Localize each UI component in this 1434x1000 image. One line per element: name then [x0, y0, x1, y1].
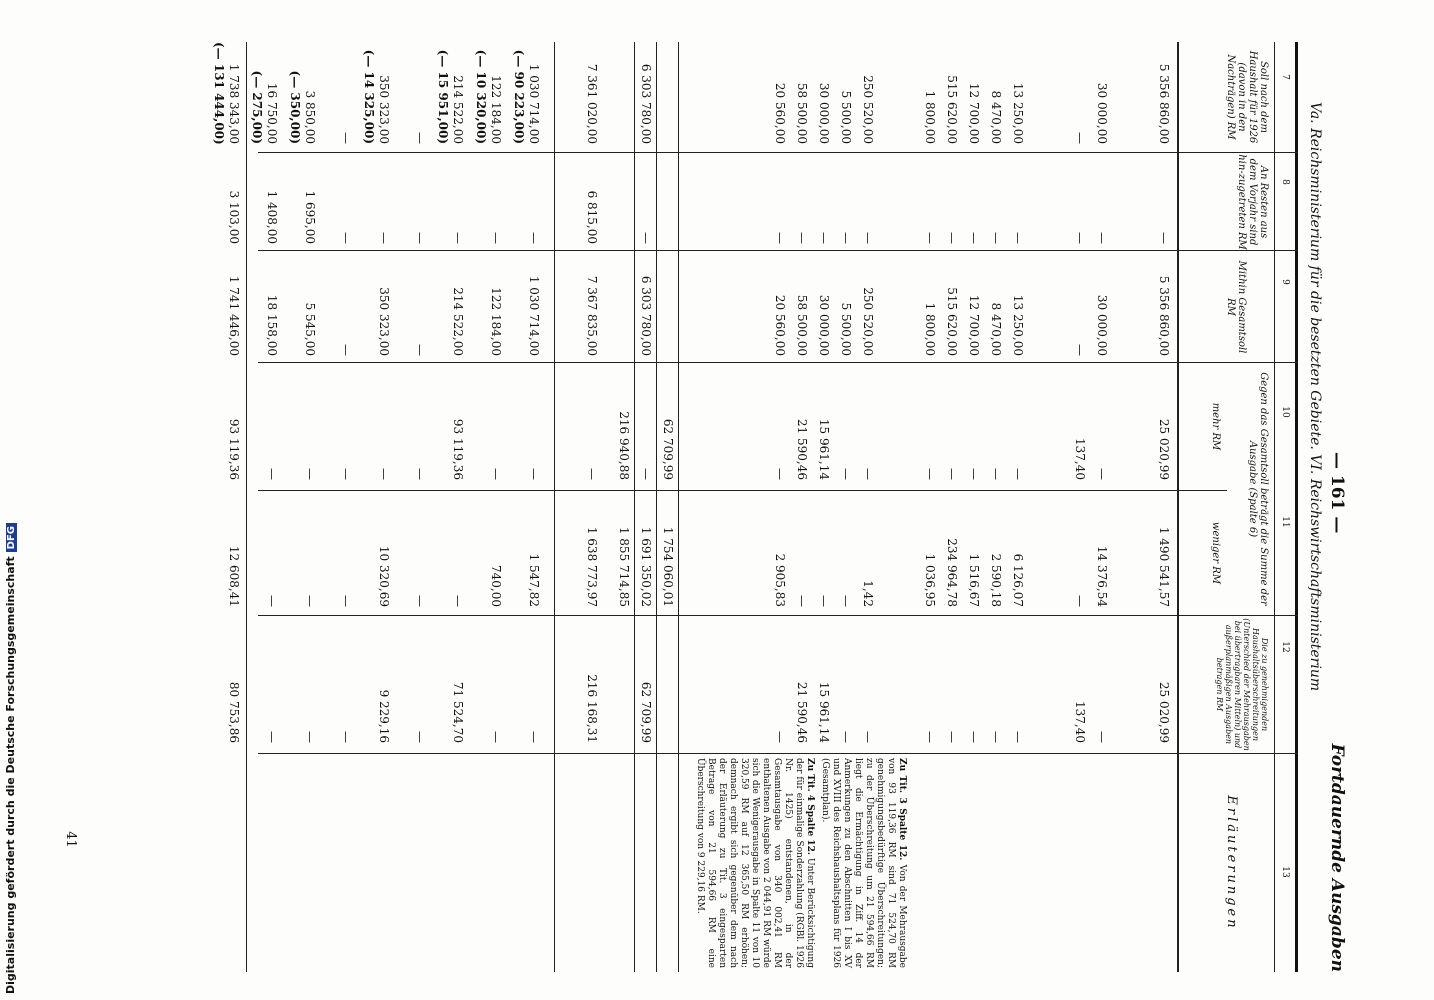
cell-c7-nachtrag: (— 14 325,00)	[362, 49, 376, 144]
cell-c10: —	[945, 468, 959, 480]
table-row	[962, 42, 981, 972]
cell-c8: —	[639, 232, 653, 244]
cell-c11: 1 754 060,01	[661, 526, 675, 607]
cell-c9: 13 250,00	[1011, 294, 1025, 356]
cell-c9: 122 184,00	[489, 287, 503, 356]
cell-c10: 137,40	[1073, 438, 1087, 480]
cell-c11: —	[265, 595, 279, 607]
cell-c7-nachtrag: (— 10 320,00)	[474, 49, 488, 144]
header-weniger: weniger RM	[1210, 521, 1221, 585]
cell-c7: 515 620,00	[945, 75, 959, 144]
cell-c9: 515 620,00	[945, 287, 959, 356]
cell-c11: 1 691 350,02	[639, 526, 653, 607]
table-row	[362, 42, 391, 972]
cell-c8: —	[773, 232, 787, 244]
cell-c12: —	[527, 731, 541, 743]
cell-c7: —	[413, 132, 427, 144]
cell-c8: —	[451, 232, 465, 244]
total-row	[580, 42, 599, 972]
table-row	[288, 42, 317, 972]
rule	[246, 42, 247, 972]
cell-c9: 20 560,00	[773, 294, 787, 356]
cell-c10: 15 961,14	[817, 418, 831, 480]
colnum-9: 9	[1280, 279, 1290, 285]
cell-c12: —	[967, 731, 981, 743]
cell-c7: 1 738 343,00	[227, 63, 241, 144]
cell-c10: —	[265, 468, 279, 480]
header-erlaeuterungen: Erläuterungen	[1224, 795, 1239, 931]
cell-c10: —	[639, 468, 653, 480]
cell-c11: —	[817, 595, 831, 607]
cell-c12: —	[339, 731, 353, 743]
table-row	[334, 42, 353, 972]
cell-c9: 1 030 714,00	[527, 275, 541, 356]
cell-c11: 2 905,83	[773, 553, 787, 607]
cell-c9: —	[339, 344, 353, 356]
page-number-bottom: 41	[62, 831, 78, 848]
table-row	[250, 42, 279, 972]
cell-c11: 2 590,18	[989, 553, 1003, 607]
cell-c7: 1 030 714,00	[527, 63, 541, 144]
table-row	[1006, 42, 1025, 972]
colnum-13: 13	[1280, 866, 1290, 878]
explanations	[690, 758, 907, 968]
cell-c12: —	[489, 731, 503, 743]
table-row	[512, 42, 541, 972]
cell-c9: 7 367 835,00	[585, 275, 599, 356]
section-title: Fortdauernde Ausgaben	[1327, 743, 1347, 972]
page-number-top: — 161 —	[1327, 452, 1347, 534]
header-rule	[1177, 42, 1179, 972]
cell-c9: 30 000,00	[817, 294, 831, 356]
cell-c12: —	[989, 731, 1003, 743]
cell-c8: —	[527, 232, 541, 244]
cell-c11: —	[839, 595, 853, 607]
cell-c9: 18 158,00	[265, 294, 279, 356]
cell-c10: —	[1011, 468, 1025, 480]
header-mehr: mehr RM	[1210, 402, 1221, 451]
table-row	[474, 42, 503, 972]
table-row	[408, 42, 427, 972]
cell-c7: 1 800,00	[923, 90, 937, 144]
cell-c9: 214 522,00	[451, 287, 465, 356]
cell-c9: 30 000,00	[1095, 294, 1109, 356]
cell-c7-nachtrag: (— 131 444,00)	[212, 42, 226, 145]
cell-c7-nachtrag: (— 90 223,00)	[512, 49, 526, 144]
cell-c8: —	[413, 232, 427, 244]
cell-c8: —	[967, 232, 981, 244]
cell-c10: 93 119,36	[451, 418, 465, 480]
header-haushaltsueberschreitungen: Die zu genehmigenden Haushaltsüberschreitungen (Unterschied der Mehrausgaben bei übertragbaren Mitteln) und außerplanmäßigen Ausgaben betragen RM	[1215, 618, 1269, 751]
cell-c10: 21 590,46	[795, 418, 809, 480]
table-row	[940, 42, 959, 972]
cell-c10: —	[303, 468, 317, 480]
table-row	[918, 42, 937, 972]
cell-c9: 8 470,00	[989, 302, 1003, 356]
cell-c7: 16 750,00	[265, 82, 279, 144]
table-row	[1090, 42, 1109, 972]
cell-c12: —	[839, 731, 853, 743]
cell-c11: 1 490 541,57	[1157, 526, 1171, 607]
cell-c10: —	[413, 468, 427, 480]
cell-c9: —	[413, 344, 427, 356]
header-soll: Soll nach dem Haushalt für 1926 (davon in den Nachträgen) RM	[1225, 50, 1269, 144]
cell-c12: 25 020,99	[1157, 681, 1171, 743]
total-row	[212, 42, 241, 972]
cell-c8: —	[817, 232, 831, 244]
cell-c8: —	[489, 232, 503, 244]
table-row	[436, 42, 465, 972]
cell-c12: —	[413, 731, 427, 743]
cell-c8: —	[795, 232, 809, 244]
cell-c9: 12 700,00	[967, 294, 981, 356]
cell-c8: —	[339, 232, 353, 244]
cell-c11: —	[795, 595, 809, 607]
cell-c12: 62 709,99	[639, 681, 653, 743]
table-row	[1152, 42, 1171, 972]
cell-c9: 250 520,00	[861, 287, 875, 356]
cell-c8: —	[1157, 232, 1171, 244]
cell-c9: 5 545,00	[303, 302, 317, 356]
table-row	[984, 42, 1003, 972]
table-top-rule	[1295, 42, 1298, 972]
cell-c11: 1,42	[861, 580, 875, 607]
cell-c11: —	[413, 595, 427, 607]
cell-c10: —	[339, 468, 353, 480]
cell-c10: 25 020,99	[1157, 418, 1171, 480]
cell-c8: —	[989, 232, 1003, 244]
cell-c9: 1 741 446,00	[227, 275, 241, 356]
subtotal-row	[612, 42, 631, 972]
cell-c11: 12 608,41	[227, 545, 241, 607]
cell-c7: 3 850,00	[303, 90, 317, 144]
cell-c12: —	[861, 731, 875, 743]
rule	[656, 42, 657, 972]
rule	[678, 42, 679, 972]
cell-c7: 122 184,00	[489, 75, 503, 144]
note-2: Zu Tit. 4 Spalte 12. Unter Berücksichtigung der für einmalige Sonderzahlung (RGBl. 1926 Nr. 1425) entstandenen, in der Gesamtausgabe von 340 002,41 RM enthaltenen Ausgabe von 2 044,91 RM würde sich die Wenigerausgabe in Spalte 11 von 10 320,59 RM auf 12 365,50 RM erhöhen; demnach ergibt sich gegenüber dem nach der Erläuterung zu Tit. 3 eingesparten Betrage von 21 594,66 RM eine Überschreitung von 9 229,16 RM.	[695, 758, 815, 968]
cell-c9: 6 303 780,00	[639, 275, 653, 356]
cell-c11: —	[339, 595, 353, 607]
cell-c9: 5 356 860,00	[1157, 275, 1171, 356]
cell-c7: —	[1073, 132, 1087, 144]
cell-c11: 1 036,95	[923, 553, 937, 607]
cell-c8: 1 408,00	[265, 190, 279, 244]
dfg-logo: DFG	[6, 523, 17, 552]
cell-c11: —	[303, 595, 317, 607]
cell-c7: 58 500,00	[795, 82, 809, 144]
cell-c10: —	[377, 468, 391, 480]
cell-c7: 30 000,00	[1095, 82, 1109, 144]
cell-c7: —	[339, 132, 353, 144]
cell-c7: 214 522,00	[451, 75, 465, 144]
cell-c11: 234 964,78	[945, 538, 959, 607]
cell-c10: —	[989, 468, 1003, 480]
cell-c7-nachtrag: (— 15 951,00)	[436, 49, 450, 144]
page-header	[1325, 42, 1347, 972]
cell-c12: —	[923, 731, 937, 743]
cell-c11: 14 376,54	[1095, 545, 1109, 607]
cell-c8: —	[1073, 232, 1087, 244]
header-group: Gegen das Gesamtsoll beträgt die Summe der Ausgabe (Spalte 6)	[1247, 372, 1269, 606]
cell-c11: 1 855 714,85	[617, 526, 631, 607]
cell-c7: 5 356 860,00	[1157, 63, 1171, 144]
cell-c10: —	[585, 468, 599, 480]
cell-c7: 7 361 020,00	[585, 63, 599, 144]
column-number-row	[1276, 42, 1290, 972]
cell-c10: —	[1095, 468, 1109, 480]
cell-c8: —	[923, 232, 937, 244]
cell-c10: —	[923, 468, 937, 480]
cell-c10: 216 940,88	[617, 411, 631, 480]
cell-c7-nachtrag: (— 275,00)	[250, 70, 264, 144]
cell-c7: 350 323,00	[377, 75, 391, 144]
sum-row	[634, 42, 653, 972]
cell-c12: 9 229,16	[377, 689, 391, 743]
dfg-credit: Digitalisierung gefördert durch die Deutsche ForschungsgemeinschaftDFG	[4, 523, 17, 994]
cell-c9: 58 500,00	[795, 294, 809, 356]
cell-c12: —	[303, 731, 317, 743]
cell-c11: —	[1073, 595, 1087, 607]
cell-c11: 6 126,07	[1011, 553, 1025, 607]
colnum-12: 12	[1280, 641, 1290, 653]
cell-c11: 740,00	[489, 565, 503, 607]
cell-c7: 12 700,00	[967, 82, 981, 144]
cell-c8: —	[1095, 232, 1109, 244]
cell-c7: 30 000,00	[817, 82, 831, 144]
cell-c10: 62 709,99	[661, 418, 675, 480]
cell-c11: —	[451, 595, 465, 607]
cell-c11: 1 547,82	[527, 553, 541, 607]
cell-c12: 15 961,14	[817, 681, 831, 743]
rule	[1274, 42, 1275, 972]
cell-c8: —	[377, 232, 391, 244]
cell-c9: 5 500,00	[839, 302, 853, 356]
colnum-8: 8	[1280, 179, 1290, 185]
cell-c10: 93 119,36	[227, 418, 241, 480]
cell-c12: —	[945, 731, 959, 743]
cell-c9: 1 800,00	[923, 302, 937, 356]
note-1: Zu Tit. 3 Spalte 12. Von der Mehrausgabe von 93 119,36 RM sind 71 524,70 RM genehmigungsbedürftige Überschreitungen; zu der Überschreitung um 21 594,66 RM liegt die Ermächtigung in Ziff. 14 der Anmerkungen zu den Abschnitten I bis XV und XVIII des Reichshaushaltsplans für 1926 (Gesamtplan).	[820, 758, 907, 968]
cell-c8: —	[1011, 232, 1025, 244]
colnum-10: 10	[1280, 406, 1290, 418]
colnum-7: 7	[1280, 74, 1290, 80]
rule	[634, 42, 635, 972]
cell-c11: 1 638 773,97	[585, 526, 599, 607]
cell-c10: —	[527, 468, 541, 480]
cell-c12: —	[1011, 731, 1025, 743]
cell-c9: 350 323,00	[377, 287, 391, 356]
cell-c8: 6 815,00	[585, 190, 599, 244]
header-reste: An Resten aus dem Vorjahr sind hin-zugetreten RM	[1236, 154, 1269, 250]
rule	[554, 42, 555, 972]
cell-c12: 71 524,70	[451, 681, 465, 743]
cell-c11: 10 320,69	[377, 545, 391, 607]
cell-c7: 8 470,00	[989, 90, 1003, 144]
cell-c9: —	[1073, 344, 1087, 356]
ministry-subtitle: Va. Reichsministerium für die besetzten Gebiete. VI. Reichswirtschaftsministerium	[1307, 102, 1323, 692]
cell-c8: 1 695,00	[303, 190, 317, 244]
cell-c10: —	[861, 468, 875, 480]
cell-c10: —	[489, 468, 503, 480]
cell-c8: —	[945, 232, 959, 244]
cell-c12: —	[265, 731, 279, 743]
cell-c12: —	[1095, 731, 1109, 743]
cell-c12: —	[773, 731, 787, 743]
subtotal-row	[656, 42, 675, 972]
header-gesamtsoll: Mithin Gesamtsoll RM	[1225, 260, 1247, 354]
cell-c7: 6 303 780,00	[639, 63, 653, 144]
cell-c7: 5 500,00	[839, 90, 853, 144]
cell-c11: 1 516,67	[967, 553, 981, 607]
cell-c7: 20 560,00	[773, 82, 787, 144]
cell-c10: —	[839, 468, 853, 480]
colnum-11: 11	[1280, 516, 1290, 528]
cell-c12: 216 168,31	[585, 674, 599, 743]
cell-c8: —	[839, 232, 853, 244]
cell-c8: —	[861, 232, 875, 244]
cell-c8: 3 103,00	[227, 190, 241, 244]
cell-c10: —	[773, 468, 787, 480]
cell-c7: 250 520,00	[861, 75, 875, 144]
cell-c12: 137,40	[1073, 701, 1087, 743]
rotated-book-page	[47, 42, 1347, 972]
cell-c7: 13 250,00	[1011, 82, 1025, 144]
cell-c12: 21 590,46	[795, 681, 809, 743]
cell-c12: 80 753,86	[227, 681, 241, 743]
table-row	[1068, 42, 1087, 972]
cell-c10: —	[967, 468, 981, 480]
cell-c7-nachtrag: (— 350,00)	[288, 70, 302, 144]
